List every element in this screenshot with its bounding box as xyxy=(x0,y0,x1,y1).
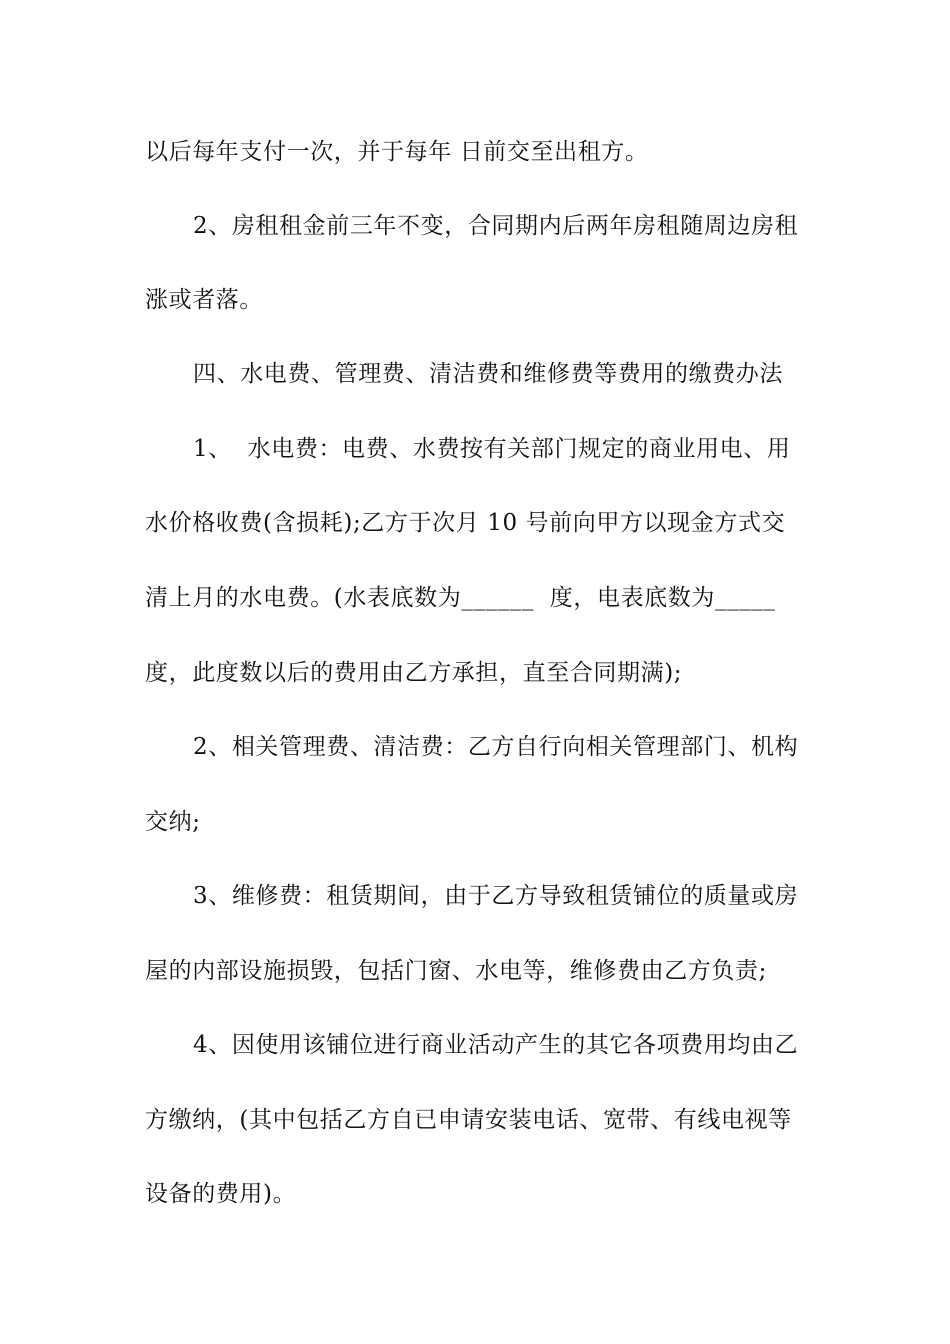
text-line: 3、维修费：租赁期间，由于乙方导致租赁铺位的质量或房 xyxy=(193,883,799,909)
text-line: 4、因使用该铺位进行商业活动产生的其它各项费用均由乙 xyxy=(193,1032,799,1058)
text-line: 屋的内部设施损毁，包括门窗、水电等，维修费由乙方负责; xyxy=(145,958,767,984)
text-line: 1、 水电费：电费、水费按有关部门规定的商业用电、用 xyxy=(193,436,791,462)
section-heading: 四、水电费、管理费、清洁费和维修费等费用的缴费办法 xyxy=(193,361,783,387)
text-line: 设备的费用)。 xyxy=(145,1181,297,1207)
text-line: 交纳; xyxy=(145,809,201,835)
text-line: 2、房租租金前三年不变，合同期内后两年房租随周边房租 xyxy=(193,213,799,239)
text-line: 度，此度数以后的费用由乙方承担，直至合同期满); xyxy=(145,660,683,686)
text-line: 方缴纳，(其中包括乙方自已申请安装电话、宽带、有线电视等 xyxy=(145,1107,792,1133)
text-line: 以后每年支付一次，并于每年 日前交至出租方。 xyxy=(145,139,649,165)
text-line: 2、相关管理费、清洁费：乙方自行向相关管理部门、机构 xyxy=(193,734,799,760)
text-line: 水价格收费(含损耗);乙方于次月 10 号前向甲方以现金方式交 xyxy=(145,510,786,536)
text-line: 涨或者落。 xyxy=(145,287,263,313)
text-line: 清上月的水电费。(水表底数为______ 度，电表底数为_____ xyxy=(145,585,776,611)
